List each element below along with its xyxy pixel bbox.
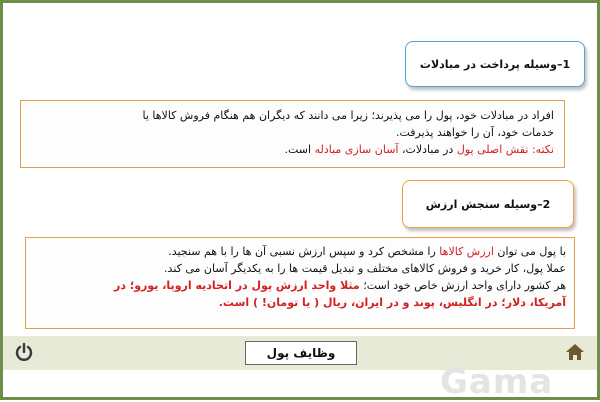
value-line3-red: مثلا واحد ارزش پول در اتحادیه اروپا، یورو؛ در [114,279,360,292]
heading-payment-means [405,41,585,87]
value-line1-b: را مشخص کرد و سپس ارزش نسبی آن ها را با هم سنجید. [168,245,436,258]
heading-value-measure [402,180,574,228]
power-icon[interactable] [14,342,34,362]
paragraph-value [25,237,575,329]
paragraph-payment-line2: خدمات خود، آن را خواهند پذیرفت. [395,126,554,139]
heading-value-measure-text: 2–وسیله سنجش ارزش [425,197,551,211]
value-line1-a: با پول می توان [497,245,566,258]
note-end: است. [284,143,312,156]
note-label: نکته: [531,143,554,156]
value-line1-red: ارزش کالاها [439,245,494,258]
note-line [31,141,554,158]
slide-title-button[interactable] [245,341,357,365]
note-red-1: نقش اصلی پول [456,143,529,156]
home-icon[interactable] [564,341,586,363]
paragraph-payment [20,100,565,168]
note-mid: در مبادلات، [401,143,454,156]
slide-title-text: وظایف پول [266,346,336,360]
paragraph-value-line1 [34,243,566,260]
value-line3-a: هر کشور دارای واحد ارزش خاص خود است؛ [363,279,566,292]
note-red-2: آسان سازی مبادله [314,143,399,156]
paragraph-value-line3 [34,277,566,294]
paragraph-value-line2: عملا پول، کار خرید و فروش کالاهای مختلف و تبدیل قیمت ها را به یکدیگر آسان می کند. [164,262,566,275]
paragraph-value-line4: آمریکا، دلار؛ در انگلیس، پوند و در ایران، ریال ( یا تومان! ) است. [218,296,566,309]
watermark-logo: Gama [440,362,554,402]
paragraph-payment-line1: افراد در مبادلات خود، پول را می پذیرند؛ زیرا می دانند که دیگران هم هنگام فروش کالاها یا [142,109,554,122]
heading-payment-means-text: 1–وسیله پرداخت در مبادلات [419,57,571,71]
